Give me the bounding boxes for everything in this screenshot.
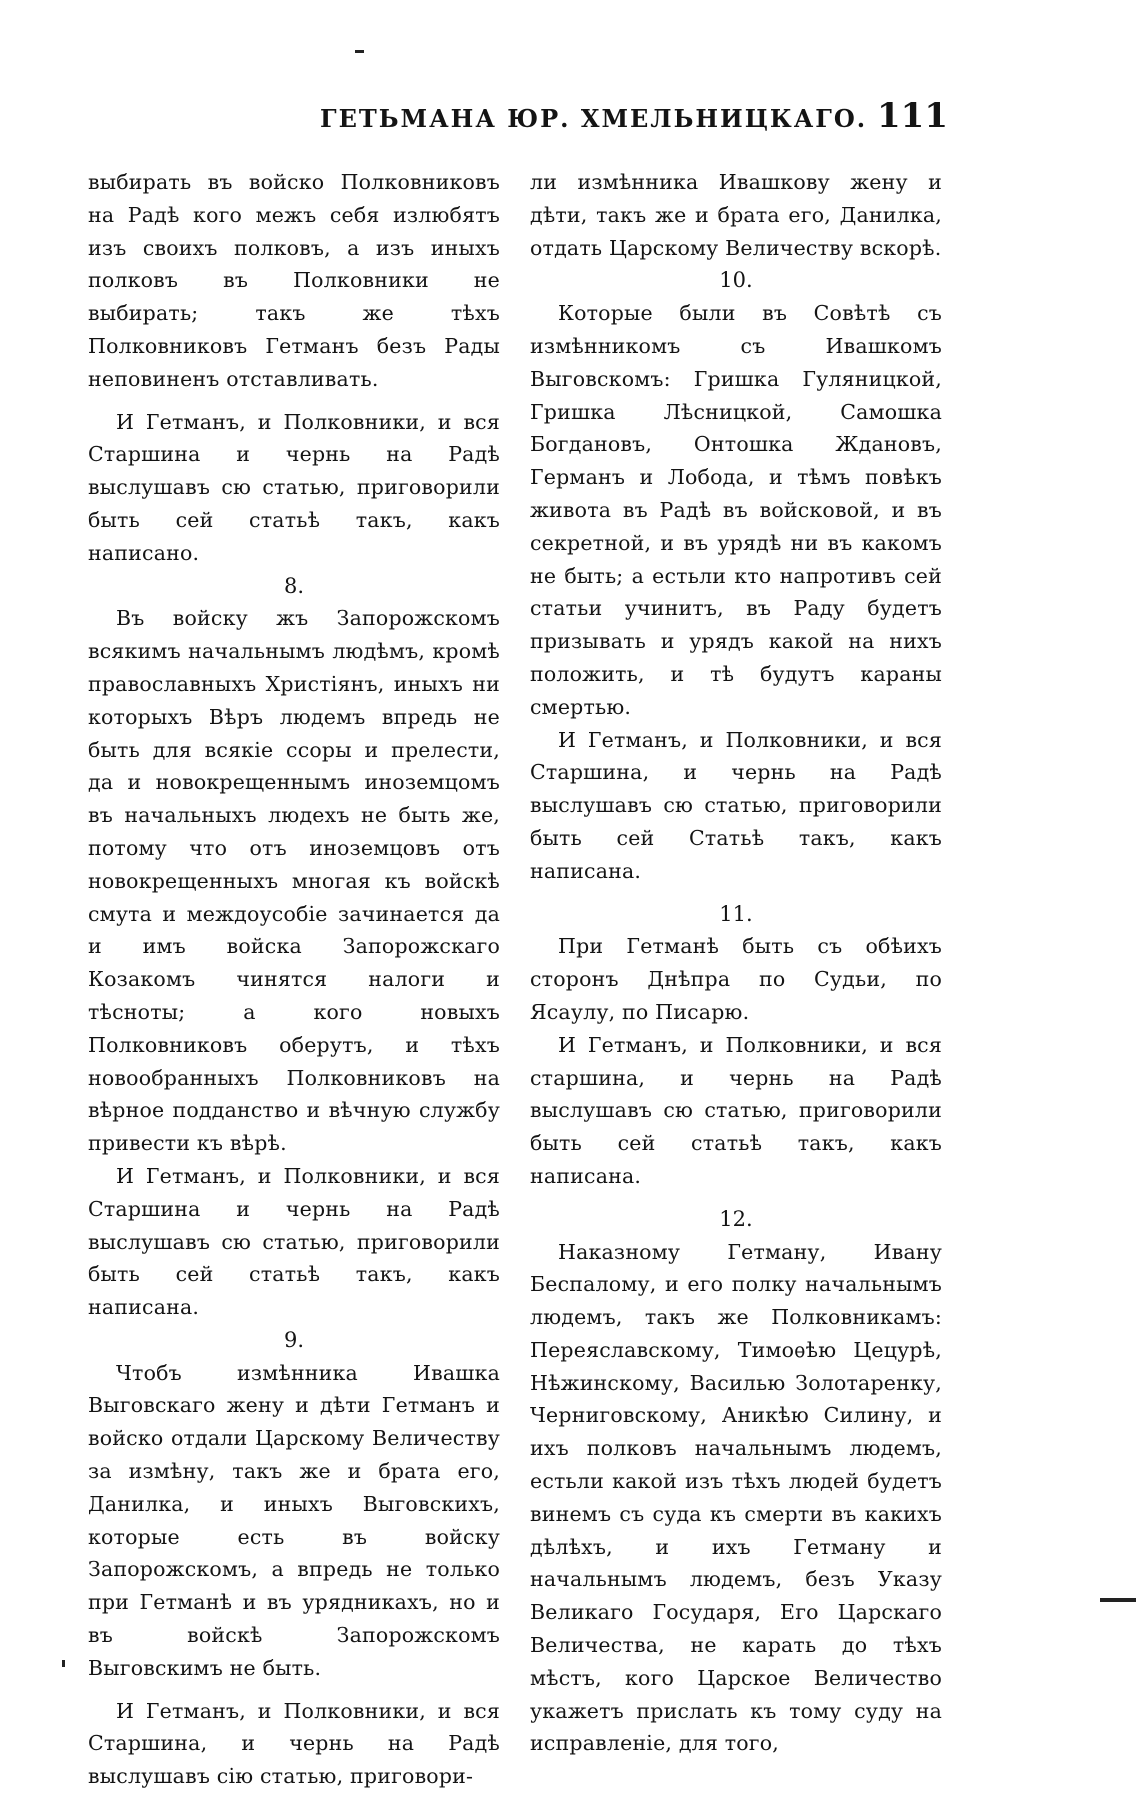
right-column <box>530 166 942 1760</box>
top-ink-mark <box>355 50 364 53</box>
paragraph: При Гетманѣ быть съ обѣихъ сторонъ Днѣпра по Судьи, по Ясаулу, по Писарю. <box>530 934 942 1024</box>
paragraph: Которые были въ Совѣтѣ съ измѣнникомъ съ Ивашкомъ Выговскомъ: Гришка Гуляницкой, Гришка Лѣсницкой, Самошка Богдановъ, Онтошка Ждановъ, Германъ и Лобода, и тѣмъ повѣкъ живота въ Радѣ въ войсковой, и въ секретной, и въ урядѣ ни въ какомъ не быть; а естьли кто напротивъ сей статьи учинитъ, въ Раду будетъ призывать и урядъ какой на нихъ положить, и тѣ будутъ караны смертью. <box>530 301 942 719</box>
paragraph: И Гетманъ, и Полковники, и вся Старшина и чернь на Радѣ выслушавъ сю статью, приговорили быть сей статьѣ такъ, какъ написано. <box>88 409 500 565</box>
margin-ink-mark <box>1100 1598 1136 1602</box>
paragraph: И Гетманъ, и Полковники, и вся Старшина, и чернь на Радѣ выслушавъ сю статью, приговорили быть сей Статьѣ такъ, какъ написана. <box>530 727 942 883</box>
paragraph: Чтобъ измѣнника Ивашка Выговскаго жену и дѣти Гетманъ и войско отдали Царскому Величеству за измѣну, такъ же и брата его, Данилка, и иныхъ Выговскихъ, которые есть въ войску Запорожскомъ, а впредь не только при Гетманѣ и въ урядникахъ, но и въ войскѣ Запорожскомъ Выговскимъ не быть. <box>88 1360 500 1680</box>
corner-ink-dot <box>62 1660 65 1667</box>
paragraph: выбирать въ войско Полковниковъ на Радѣ кого межъ себя излюбятъ изъ своихъ полковъ, а изъ иныхъ полковъ въ Полковники не выбирать; такъ же тѣхъ Полковниковъ Гетманъ безъ Рады неповиненъ отставливать. <box>88 170 500 391</box>
section-number-9: 9. <box>283 1327 305 1352</box>
section-number-11: 11. <box>719 901 753 926</box>
section-number-10: 10. <box>719 268 753 293</box>
page-header <box>320 96 948 146</box>
paragraph: ли измѣнника Ивашкову жену и дѣти, такъ же и брата его, Данилка, отдать Царскому Величеству вскорѣ. <box>530 170 942 260</box>
paragraph: И Гетманъ, и Полковники, и вся старшина, и чернь на Радѣ выслушавъ сю статью, приговорили быть сей статьѣ такъ, какъ написана. <box>530 1032 942 1188</box>
paragraph: И Гетманъ, и Полковники, и вся Старшина и чернь на Радѣ выслушавъ сю статью, приговорили быть сей статьѣ такъ, какъ написана. <box>88 1163 500 1320</box>
left-column <box>88 166 500 1793</box>
paragraph: И Гетманъ, и Полковники, и вся Старшина, и чернь на Радѣ выслушавъ сію статью, приговори- <box>88 1698 500 1789</box>
section-number-12: 12. <box>719 1206 753 1231</box>
paragraph: Въ войску жъ Запорожскомъ всякимъ начальнымъ людѣмъ, кромѣ православныхъ Христіянъ, иныхъ ни которыхъ Вѣръ людемъ впредь не быть для всякіе ссоры и прелести, да и новокрещеннымъ иноземцомъ въ начальныхъ людехъ не быть же, потому что отъ иноземцовъ отъ новокрещенныхъ многая къ войскѣ смута и междоусобіе зачинается да и имъ войска Запорожскаго Козакомъ чинятся налоги и тѣсноты; а кого новыхъ Полковниковъ оберутъ, и тѣхъ новообранныхъ Полковниковъ на вѣрное подданство и вѣчную службу привести къ вѣрѣ. <box>88 606 500 1156</box>
page-number: 111 <box>877 96 948 136</box>
section-number-8: 8. <box>283 573 305 598</box>
paragraph: Наказному Гетману, Ивану Беспалому, и его полку начальнымъ людемъ, такъ же Полковникамъ: Переяславскому, Тимоѳѣю Цецурѣ, Нѣжинскому, Василью Золотаренку, Черниговскому, Аникѣю Силину, и ихъ полковъ начальнымъ людемъ, естьли какой изъ тѣхъ людей будетъ винемъ съ суда къ смерти въ какихъ дѣлѣхъ, и ихъ Гетману и начальнымъ людемъ, безъ Указу Великаго Государя, Его Царскаго Величества, не карать до тѣхъ мѣстъ, кого Царское Величество укажетъ прислать къ тому суду на исправленіе, для того, <box>530 1239 942 1756</box>
running-title: ГЕТЬМАНА ЮР. ХМЕЛЬНИЦКАГО. <box>320 104 868 133</box>
